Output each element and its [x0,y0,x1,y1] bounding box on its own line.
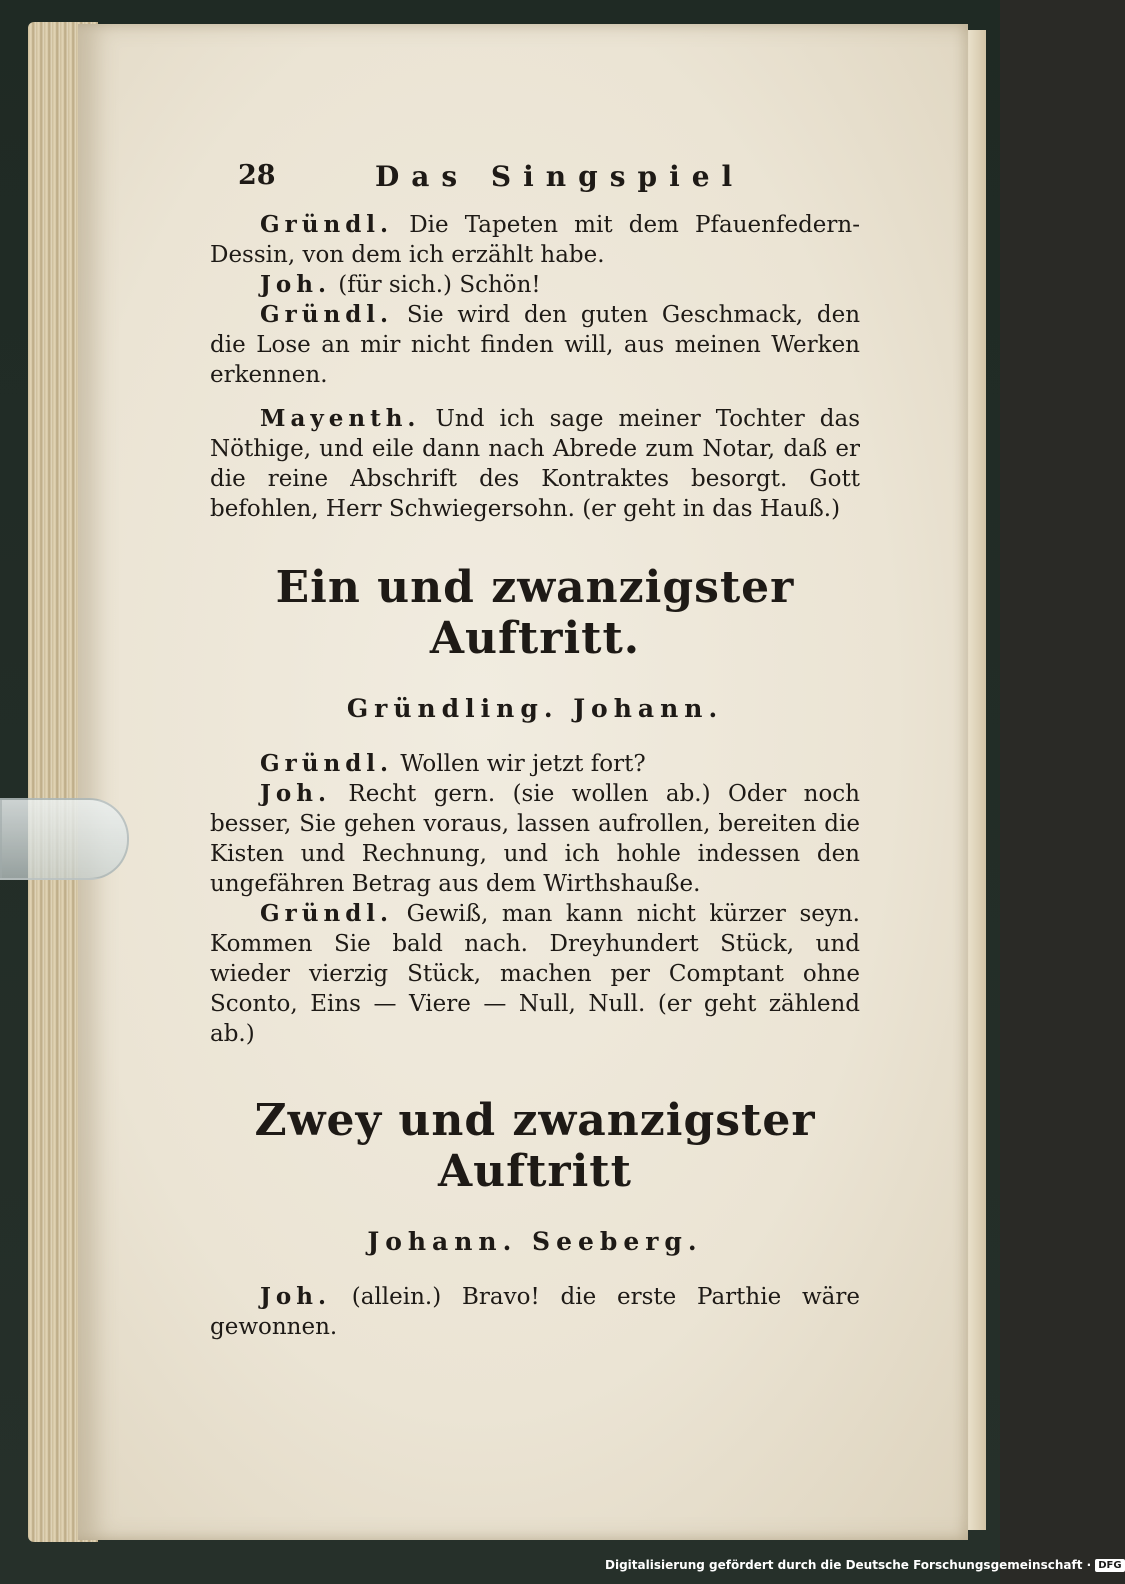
running-head: Das Singspiel [375,160,745,193]
digitization-footer [605,1550,1122,1580]
speech-block [210,1282,860,1342]
speech-block [210,779,860,899]
speaker-name: Gründl. [260,750,394,777]
speaker-name: Joh. [260,780,331,807]
speech-text: Recht gern. (sie wollen ab.) Oder noch besser, Sie gehen voraus, lassen aufrollen, bereiten die Kisten und Rechnung, und ich hohle indessen den ungefähren Betrag aus dem Wirthshauße. [210,781,860,897]
speaker-name: Mayenth. [260,405,421,432]
speech-text: Sie wird den guten Geschmack, den die Lose an mir nicht finden will, aus meinen Werken erkennen. [210,302,861,388]
speech-text: Gewiß, man kann nicht kürzer seyn. Kommen Sie bald nach. Dreyhundert Stück, und wieder vierzig Stück, machen per Comptant ohne Sconto, Eins — Viere — Null, Null. (er geht zählend ab.) [210,901,860,1047]
speech-text: (für sich.) Schön! [338,272,541,298]
speech-block [210,300,860,390]
page-text [210,160,860,1342]
speaker-name: Gründl. [260,900,394,927]
dfg-logo: DFG [1095,1559,1124,1572]
speaker-name: Joh. [260,271,331,298]
plastic-page-clip [0,798,129,880]
scene-persons: Gründling. Johann. [346,694,724,723]
speech-block [210,749,860,779]
scene-heading: Zwey und zwanzigster Auftritt [254,1095,816,1197]
speaker-name: Gründl. [260,301,394,328]
speaker-name: Joh. [260,1283,331,1310]
speech-text: Wollen wir jetzt fort? [400,751,646,777]
speech-text: Die Tapeten mit dem Pfauenfedern-Dessin, von dem ich erzählt habe. [210,212,860,268]
speech-text: (allein.) Bravo! die erste Parthie wäre gewonnen. [210,1284,860,1340]
scene-persons: Johann. Seeberg. [367,1227,703,1256]
speech-block [210,270,860,300]
speech-block [210,404,860,524]
speech-text: Und ich sage meiner Tochter das Nöthige, und eile dann nach Abrede zum Notar, daß er die reine Abschrift des Kontraktes besorgt. Gott befohlen, Herr Schwiegersohn. (er geht in das Hauß.) [210,406,860,522]
speech-block [210,210,860,270]
scene-heading: Ein und zwanzigster Auftritt. [275,562,795,664]
page-header [210,160,860,210]
footer-credit: Digitalisierung gefördert durch die Deutsche Forschungsgemeinschaft · [605,1558,1092,1572]
speech-block [210,899,860,1049]
page-number: 28 [238,160,276,191]
speaker-name: Gründl. [260,211,394,238]
